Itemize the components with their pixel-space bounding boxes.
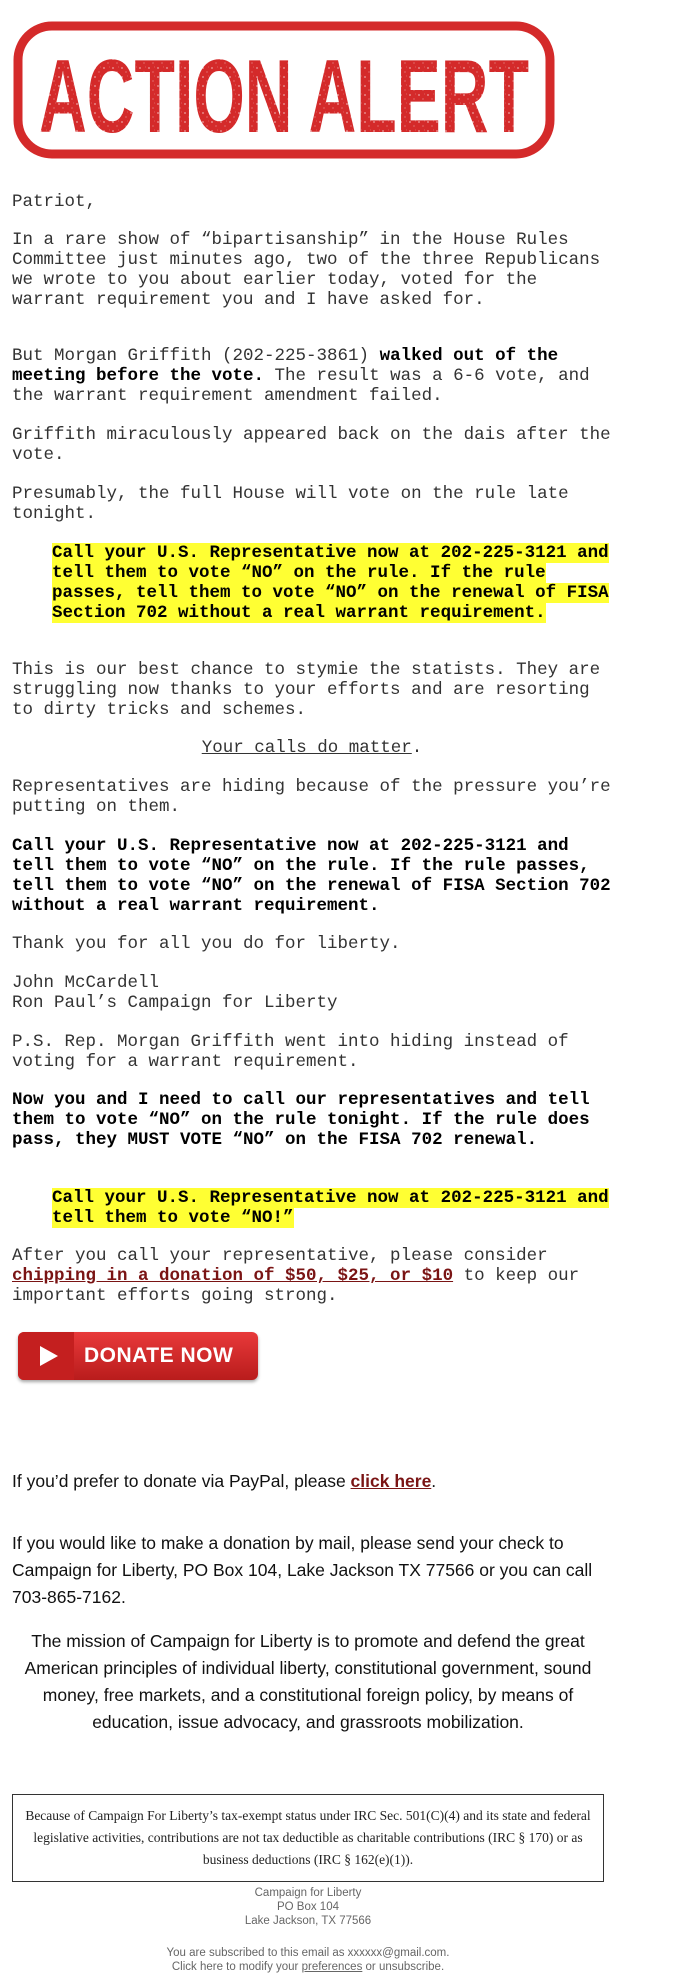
bold-call-2: Now you and I need to call our representatives and tell them to vote “NO” on the rule tonight. If the rule does pass, they MUST VOTE “NO” on the FISA 702 renewal. (12, 1090, 590, 1150)
paragraph-dais: Griffith miraculously appeared back on the dais after the vote. (12, 425, 611, 465)
paragraph-calls-matter: Your calls do matter. (201, 738, 423, 758)
bold-call-1: Call your U.S. Representative now at 202-225-3121 and tell them to vote “NO” on the rule. If the rule passes, tell them to vote “NO” on the renewal of FISA Section 702 without a real warrant requirement. (12, 836, 611, 916)
paragraph-griffith: But Morgan Griffith (202-225-3861) walked out of the meeting before the vote. The result was a 6-6 vote, and the warrant requirement amendment failed. (12, 346, 590, 406)
paragraph-mission: The mission of Campaign for Liberty is to promote and defend the great American principles of individual liberty, constitutional government, sound money, free markets, and a constitutional foreign policy, by means of education, issue advocacy, and grassroots mobilization. (24, 1631, 592, 1732)
highlight-call-2: Call your U.S. Representative now at 202-225-3121 and tell them to vote “NO!” (52, 1188, 609, 1228)
footer-modify: Click here to modify your preferences or unsubscribe. (171, 1961, 445, 1973)
signature-org: Ron Paul’s Campaign for Liberty (12, 993, 338, 1013)
highlight-call-1: Call your U.S. Representative now at 202-225-3121 and tell them to vote “NO” on the rule. If the rule passes, tell them to vote “NO” on the renewal of FISA Section 702 without a real warrant requirement. (52, 543, 609, 623)
footer-subscription (0, 1946, 616, 1974)
footer-org: Campaign for Liberty (254, 1887, 362, 1899)
paragraph-best-chance: This is our best chance to stymie the statists. They are struggling now thanks to your efforts and are resorting to dirty tricks and schemes. (12, 660, 601, 720)
tax-disclaimer-box: Because of Campaign For Liberty’s tax-exempt status under IRC Sec. 501(C)(4) and its state and federal legislative activities, contributions are not tax deductible as charitable contributions (IRC § 170) or as business deductions (IRC § 162(e)(1)). (12, 1794, 604, 1882)
paragraph-hiding: Representatives are hiding because of the pressure you’re putting on them. (12, 777, 611, 817)
signature (12, 973, 612, 1013)
paragraph-intro: In a rare show of “bipartisanship” in the House Rules Committee just minutes ago, two of the three Republicans we wrote to you about earlier today, voted for the warrant requirement you and I have asked for. (12, 230, 601, 310)
footer-city: Lake Jackson, TX 77566 (244, 1915, 372, 1927)
preferences-link[interactable]: preferences (301, 1961, 363, 1973)
paragraph-after-call: After you call your representative, please consider chipping in a donation of $50, $25, or $10 to keep our important efforts going strong. (12, 1246, 580, 1306)
paypal-click-here-link[interactable]: click here (350, 1471, 432, 1491)
signature-name: John McCardell (12, 973, 160, 993)
donation-link[interactable]: chipping in a donation of $50, $25, or $10 (12, 1266, 454, 1286)
footer-address (0, 1886, 616, 1928)
footer-box: PO Box 104 (276, 1901, 339, 1913)
greeting: Patriot, (12, 192, 97, 212)
paragraph-ps: P.S. Rep. Morgan Griffith went into hiding instead of voting for a warrant requirement. (12, 1032, 569, 1072)
footer-subscribed: You are subscribed to this email as xxxxxx@gmail.com. (166, 1947, 450, 1959)
paragraph-vote-tonight: Presumably, the full House will vote on the rule late tonight. (12, 484, 569, 524)
paragraph-paypal: If you’d prefer to donate via PayPal, please click here. (12, 1471, 437, 1491)
play-icon (18, 1332, 74, 1380)
donate-now-button[interactable] (18, 1332, 258, 1380)
paragraph-mail: If you would like to make a donation by mail, please send your check to Campaign for Liberty, PO Box 104, Lake Jackson TX 77566 or you can call 703-865-7162. (12, 1533, 593, 1607)
paragraph-thanks: Thank you for all you do for liberty. (12, 934, 401, 954)
donate-now-label: DONATE NOW (84, 1344, 234, 1367)
action-alert-banner (12, 20, 556, 160)
